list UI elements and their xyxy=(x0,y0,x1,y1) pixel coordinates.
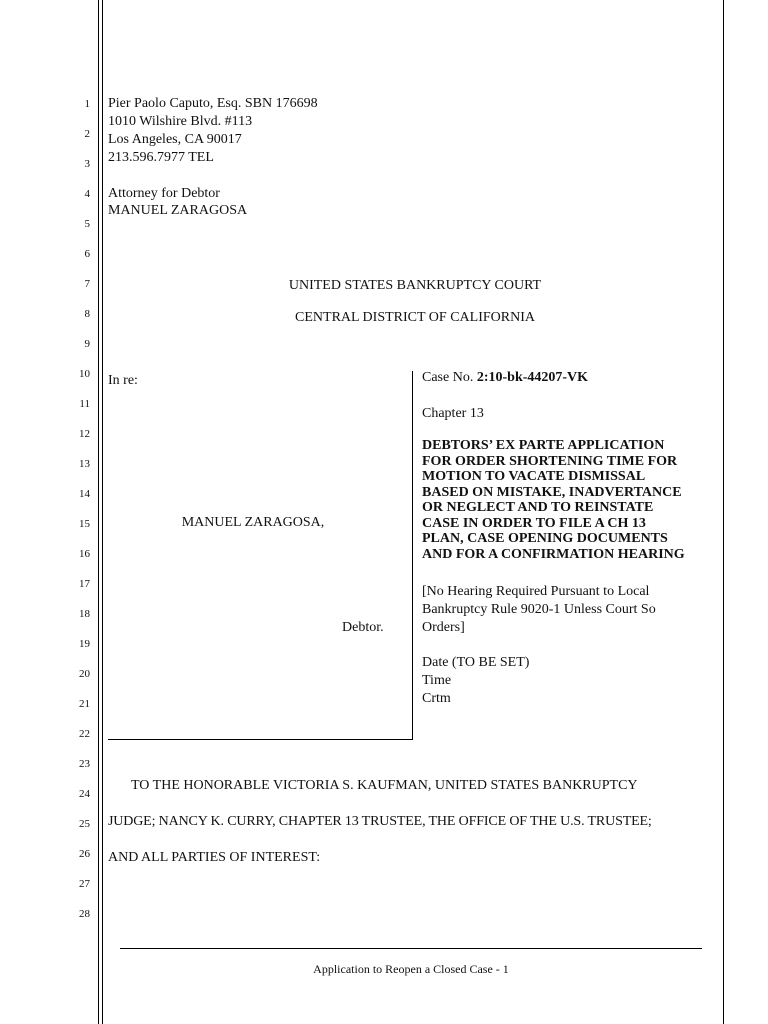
footer-rule xyxy=(120,948,702,949)
document-title-line: MOTION TO VACATE DISMISSAL xyxy=(422,469,646,484)
court-district: CENTRAL DISTRICT OF CALIFORNIA xyxy=(295,310,535,325)
court-name: UNITED STATES BANKRUPTCY COURT xyxy=(288,278,542,293)
line-number: 16 xyxy=(79,548,90,560)
line-number: 24 xyxy=(79,788,90,800)
attorney-role: Attorney for Debtor xyxy=(108,186,220,201)
line-number: 23 xyxy=(79,758,90,770)
page-footer: Application to Reopen a Closed Case - 1 xyxy=(313,962,509,976)
line-number: 18 xyxy=(79,608,90,620)
document-title-line: AND FOR A CONFIRMATION HEARING xyxy=(422,546,685,562)
document-title-line: OR NEGLECT AND TO REINSTATE xyxy=(422,500,654,515)
attorney-address-line2: Los Angeles, CA 90017 xyxy=(108,132,242,147)
document-title-line: DEBTORS’ EX PARTE APPLICATION xyxy=(422,438,665,453)
line-number: 7 xyxy=(84,278,90,290)
chapter: Chapter 13 xyxy=(422,406,484,421)
line-number: 17 xyxy=(79,578,90,590)
line-number: 25 xyxy=(79,818,90,830)
line-number: 6 xyxy=(84,248,90,260)
in-re-label: In re: xyxy=(108,373,138,388)
attorney-name: Pier Paolo Caputo, Esq. SBN 176698 xyxy=(108,96,318,111)
hearing-note-line: [No Hearing Required Pursuant to Local xyxy=(422,584,650,599)
caption-divider xyxy=(412,371,413,740)
hearing-date: Date (TO BE SET) xyxy=(422,655,530,670)
right-margin-rule xyxy=(723,0,724,1024)
document-title-line: BASED ON MISTAKE, INADVERTANCE xyxy=(422,484,682,500)
attorney-phone: 213.596.7977 TEL xyxy=(108,150,214,165)
line-number: 10 xyxy=(79,368,90,380)
line-number: 13 xyxy=(79,458,90,470)
hearing-note-line: Orders] xyxy=(422,620,465,635)
client-name: MANUEL ZARAGOSA xyxy=(108,203,248,218)
line-number: 5 xyxy=(84,218,90,230)
line-number: 20 xyxy=(79,668,90,680)
hearing-courtroom: Crtm xyxy=(422,691,451,706)
line-number: 28 xyxy=(79,908,90,920)
line-number: 15 xyxy=(79,518,90,530)
left-margin-rule-outer xyxy=(98,0,99,1024)
case-number-label: Case No. xyxy=(422,370,474,385)
line-number: 9 xyxy=(84,338,90,350)
body-line: JUDGE; NANCY K. CURRY, CHAPTER 13 TRUSTEE, THE OFFICE OF THE U.S. TRUSTEE; xyxy=(108,814,652,829)
left-margin-rule-inner xyxy=(102,0,103,1024)
line-number: 12 xyxy=(79,428,90,440)
document-title xyxy=(422,438,722,562)
case-number xyxy=(422,369,588,387)
line-number: 2 xyxy=(84,128,90,140)
body-line: AND ALL PARTIES OF INTEREST: xyxy=(108,850,321,865)
document-title-line: PLAN, CASE OPENING DOCUMENTS xyxy=(422,531,668,546)
document-title-line: CASE IN ORDER TO FILE A CH 13 xyxy=(422,515,646,531)
line-number: 26 xyxy=(79,848,90,860)
line-number: 14 xyxy=(79,488,90,500)
line-number: 8 xyxy=(84,308,90,320)
hearing-note-line: Bankruptcy Rule 9020-1 Unless Court So xyxy=(422,602,656,617)
line-number: 21 xyxy=(79,698,90,710)
line-number: 22 xyxy=(79,728,90,740)
line-number: 1 xyxy=(84,98,90,110)
attorney-address-line1: 1010 Wilshire Blvd. #113 xyxy=(108,114,253,129)
line-number: 27 xyxy=(79,878,90,890)
body-line: TO THE HONORABLE VICTORIA S. KAUFMAN, UNITED STATES BANKRUPTCY xyxy=(131,778,638,793)
line-number: 19 xyxy=(79,638,90,650)
line-number: 4 xyxy=(84,188,90,200)
document-title-line: FOR ORDER SHORTENING TIME FOR xyxy=(422,453,678,469)
debtor-label: Debtor. xyxy=(342,620,384,635)
debtor-name: MANUEL ZARAGOSA, xyxy=(181,515,325,530)
case-number-value: 2:10-bk-44207-VK xyxy=(476,370,589,385)
line-number: 11 xyxy=(79,398,90,410)
line-number: 3 xyxy=(84,158,90,170)
caption-bottom-rule xyxy=(108,739,413,740)
hearing-time: Time xyxy=(422,673,452,688)
